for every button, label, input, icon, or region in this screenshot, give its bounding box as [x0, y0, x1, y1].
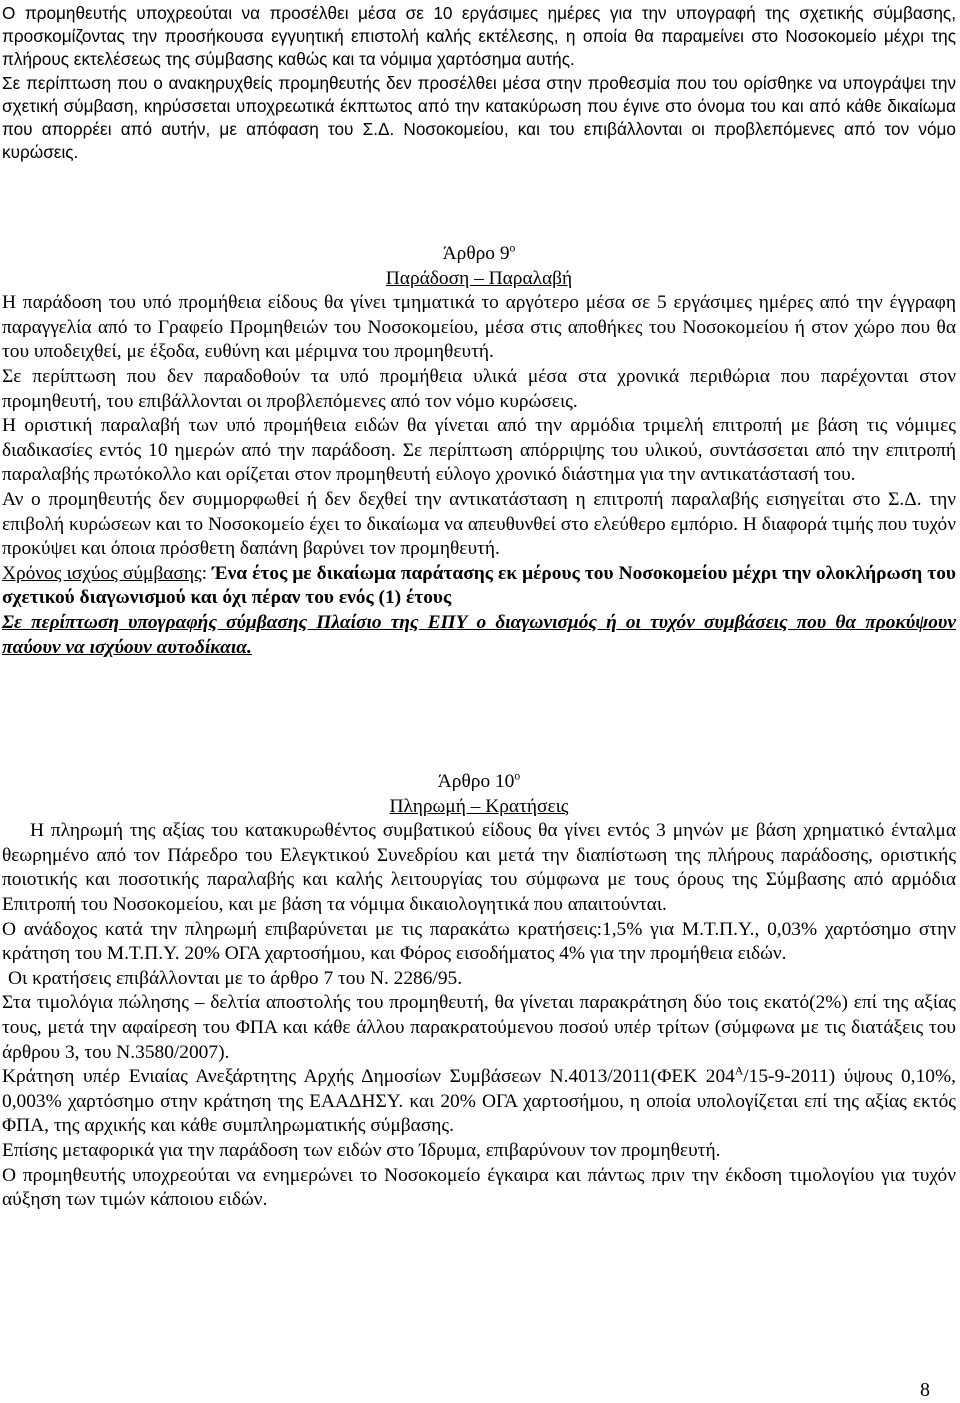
page-number: 8 — [920, 1379, 930, 1401]
eaadhsy-deduction-paragraph: Κράτηση υπέρ Ενιαίας Ανεξάρτητης Αρχής Δημοσίων Συμβάσεων Ν.4013/2011(ΦΕΚ $204^A/15-9-2011$) ύψους 0,10%, 0,003% χαρτόσημο στην κράτηση της ΕΑΑΔΗΣΥ. και 20% ΟΓΑ χαρτοσήμου, η οποία υπολογίζεται επί της αξίας εκτός ΦΠΑ, της αρχικής και κάθε συμπληρωματικής σύμβασης. — [2, 1064, 956, 1137]
deductions-law-paragraph: Οι κρατήσεις επιβάλλονται με το άρθρο 7 του Ν. 2286/95. — [8, 967, 463, 989]
acceptance-paragraph: Η οριστική παραλαβή των υπό προμήθεια ειδών θα γίνεται από την αρμόδια τριμελή επιτροπή με βάση τις νόμιμες διαδικασίες εντός 10 ημερών από την παράδοση. Σε περίπτωση απόρριψης του υλικού, συντάσσεται από την επιτροπή παραλαβής πρωτόκολλο και ορίζεται στον προμηθευτή εύλογο χρονικό διάστημα για την αντικατάστασή του. — [2, 415, 956, 486]
forfeiture-paragraph: Σε περίπτωση που ο ανακηρυχθείς προμηθευτής δεν προσέλθει μέσα στην προθεσμία που του ορίσθηκε να υπογράψει την σχετική σύμβαση, κηρύσσεται υποχρεωτικά έκπτωτος από την κατακύρωση που έγινε στο όνομα του και από κάθε δικαίωμα που απορρέει από αυτήν, με απόφαση του Σ.Δ. Νοσοκομείου, και του επιβάλλονται οι προβλεπόμενες από τον νόμο κυρώσεις. — [2, 72, 956, 163]
intro-section — [2, 2, 956, 164]
article-9-section — [2, 242, 956, 660]
contract-validity-text: Ένα έτος με δικαίωμα παράτασης εκ μέρους του Νοσοκομείου μέχρι την ολοκλήρωση του σχετικού διαγωνισμού και όχι πέραν του ενός (1) έτους — [2, 562, 956, 609]
signing-obligation-paragraph: Ο προμηθευτής υποχρεούται να προσέλθει μέσα σε 10 εργάσιμες ημέρες για την υπογραφή της σχετικής σύμβασης, προσκομίζοντας την προσήκουσα εγγυητική επιστολή καλής εκτέλεσης, η οποία θα παραμείνει στο Νοσοκομείο μέχρι της πλήρους εκτελέσεως της σύμβασης καθώς και τα νόμιμα χαρτόσημα αυτής. — [2, 3, 956, 70]
delivery-paragraph: Η παράδοση του υπό προμήθεια είδους θα γίνει τμηματικά το αργότερο μέσα σε 5 εργάσιμες ημέρες από την έγγραφη παραγγελία από το Γραφείο Προμηθειών του Νοσοκομείου, μέσα στις αποθήκες του Νοσοκομείου ή στον χώρο που θα του υποδειχθεί, με έξοδα, ευθύνη και μέριμνα του προμηθευτή. — [2, 292, 956, 363]
article-10-subtitle: Πληρωμή – Κρατήσεις — [389, 795, 569, 817]
framework-contract-note: Σε περίπτωση υπογραφής σύμβασης Πλαίσιο της ΕΠΥ ο διαγωνισμός ή οι τυχόν συμβάσεις που θα προκύψουν παύουν να ισχύουν αυτοδίκαια. — [2, 611, 956, 658]
article-9-subtitle: Παράδοση – Παραλαβή — [385, 267, 573, 289]
contract-validity-label: Χρόνος ισχύος σύμβασης — [2, 562, 202, 584]
article-9-title: Άρθρο $9^o$ — [442, 241, 516, 264]
deductions-paragraph: Ο ανάδοχος κατά την πληρωμή επιβαρύνεται με τις παρακάτω κρατήσεις:1,5% για Μ.Τ.Π.Υ., 0,03% χαρτόσημο στην κράτηση του Μ.Τ.Π.Υ. 20% ΟΓΑ χαρτοσήμου, και Φόρος εισοδήματος 4% για την προμήθεια ειδών. — [2, 918, 956, 965]
payment-paragraph: Η πληρωμή της αξίας του κατακυρωθέντος συμβατικού είδους θα γίνει εντός 3 μηνών με βάση χρηματικό ένταλμα θεωρημένο από τον Πάρεδρο του Ελεγκτικού Συνεδρίου και μετά την διαπίστωση της πλήρους παράδοσης, οριστικής ποιοτικής και ποσοτικής παραλαβής και καλής λειτουργίας του σύμφωνα με τους όρους της Σύμβασης από αρμόδια Επιτροπή του Νοσοκομείου, και με βάση τα νόμιμα δικαιολογητικά που απαιτούνται. — [2, 820, 956, 915]
contract-validity-paragraph: Χρόνος ισχύος σύμβασης: Ένα έτος με δικαίωμα παράτασης εκ μέρους του Νοσοκομείου μέχρι την ολοκλήρωση του σχετικού διαγωνισμού και όχι πέραν του ενός (1) έτους — [2, 562, 956, 609]
transport-costs-paragraph: Επίσης μεταφορικά για την παράδοση των ειδών στο Ίδρυμα, επιβαρύνουν τον προμηθευτή. — [2, 1139, 721, 1161]
late-delivery-paragraph: Σε περίπτωση που δεν παραδοθούν τα υπό προμήθεια υλικά μέσα στα χρονικά περιθώρια που παρέχονται στον προμηθευτή, του επιβάλλονται οι προβλεπόμενες από τον νόμο κυρώσεις. — [2, 365, 956, 412]
price-increase-paragraph: Ο προμηθευτής υποχρεούται να ενημερώνει το Νοσοκομείο έγκαιρα και πάντως πριν την έκδοση τιμολογίου για τυχόν αύξηση των τιμών κάποιου ειδών. — [2, 1164, 956, 1211]
article-10-section — [2, 770, 956, 1213]
article-10-title: Άρθρο $10^o$ — [437, 769, 521, 792]
non-compliance-paragraph: Αν ο προμηθευτής δεν συμμορφωθεί ή δεν δεχθεί την αντικατάσταση η επιτροπή παραλαβής εισηγείται στο Σ.Δ. την επιβολή κυρώσεων και το Νοσοκομείο έχει το δικαίωμα να απευθυνθεί στο ελεύθερο εμπόριο. Η διαφορά τιμής που τυχόν προκύψει και όποια πρόσθετη δαπάνη βαρύνει τον προμηθευτή. — [2, 488, 956, 560]
withholding-paragraph: Στα τιμολόγια πώλησης – δελτία αποστολής του προμηθευτή, θα γίνεται παρακράτηση δύο τοις εκατό(2%) επί της αξίας τους, μετά την αφαίρεση του ΦΠΑ και κάθε άλλου παρακρατούμενου ποσού υπέρ τρίτων (σύμφωνα με τις διατάξεις του άρθρου 3, του Ν.3580/2007). — [2, 992, 956, 1063]
